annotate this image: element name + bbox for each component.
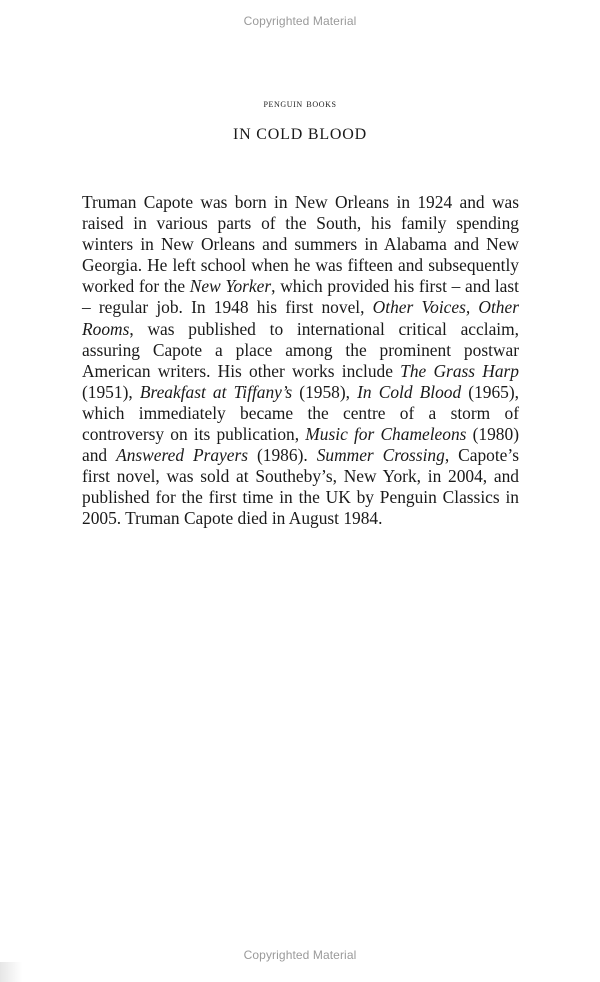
bio-title-answered-prayers: Answered Prayers	[116, 445, 249, 466]
bio-text: , Capote’s first novel, was sold at Southeby’s, New York, in 2004, and published for the first time in the UK by Penguin Classics in 2005. Truman Capote died in August 1984.	[82, 445, 519, 529]
bio-text: Truman Capote was born in New Orleans in 1924 and was raised in various parts of the South, his family spending winters in New Orleans and summers in Alabama and New Georgia. He left school when he was fifteen and subsequently worked for the	[82, 192, 519, 297]
bio-text: (1980) and	[82, 424, 519, 466]
publisher-imprint: penguin books	[263, 96, 337, 110]
bio-title-new-yorker: New Yorker	[189, 276, 272, 297]
bio-title-grass-harp: The Grass Harp	[400, 360, 519, 381]
bio-text: (1986).	[248, 445, 317, 466]
bio-title-summer-crossing: Summer Crossing	[316, 445, 445, 466]
bio-title-in-cold-blood: In Cold Blood	[357, 381, 462, 402]
page-edge-shadow	[0, 962, 22, 982]
bio-title-other-voices: Other Voices, Other Rooms	[82, 297, 519, 339]
watermark-bottom: Copyrighted Material	[243, 948, 357, 962]
bio-text: (1965), which immediately became the centre of a storm of controversy on its publication,	[82, 381, 520, 445]
author-biography	[82, 192, 519, 530]
watermark-top: Copyrighted Material	[243, 14, 357, 28]
bio-text: , which provided his first – and last – regular job. In 1948 his first novel,	[82, 276, 519, 318]
bio-title-breakfast-tiffanys: Breakfast at Tiffany’s	[139, 381, 293, 402]
bio-title-music-chameleons: Music for Chameleons	[305, 424, 467, 445]
bio-text: (1951),	[82, 381, 140, 402]
bio-text: (1958),	[292, 381, 358, 402]
book-title: IN COLD BLOOD	[233, 126, 367, 143]
bio-text: , was published to international critical acclaim, assuring Capote a place among the prominent postwar American writers. His other works include	[82, 318, 519, 381]
